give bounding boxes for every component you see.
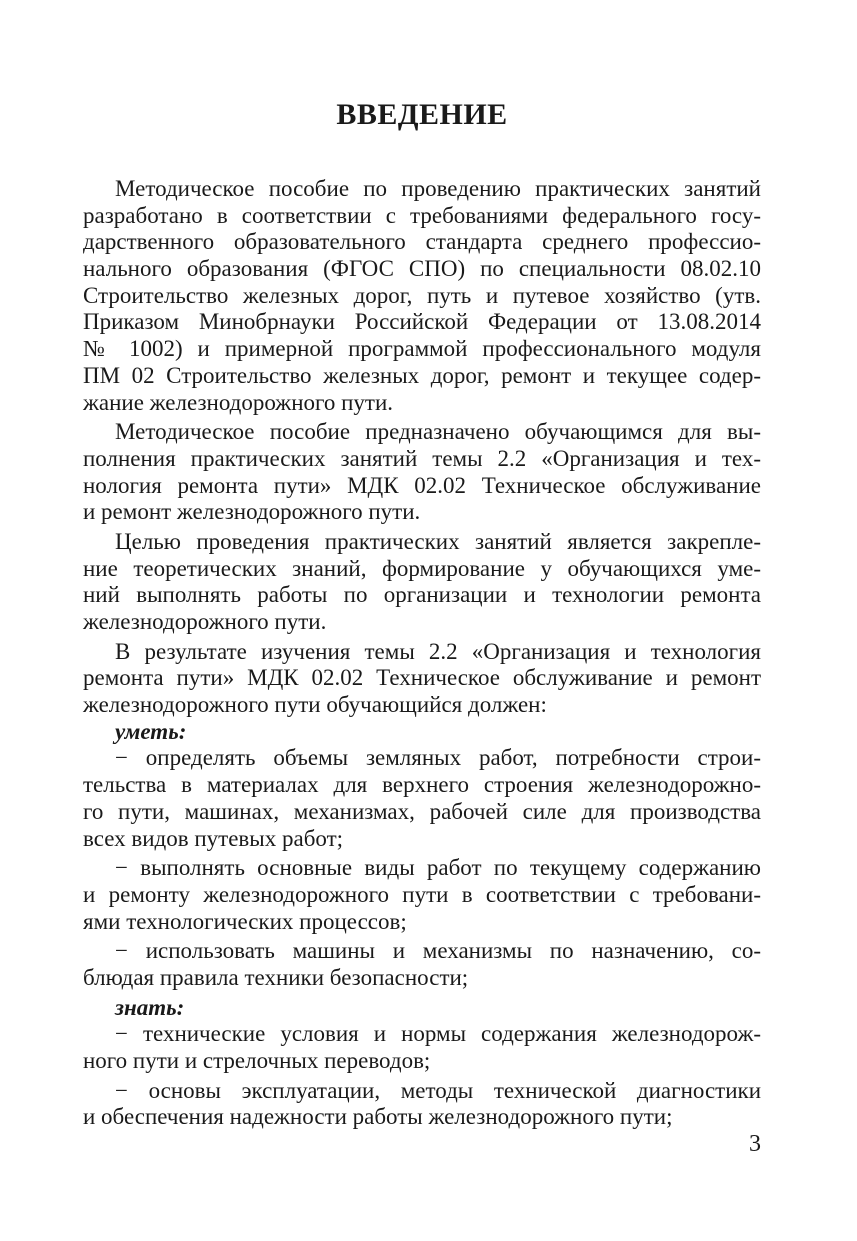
list-item-line: го пути, машинах, механизмах, рабочей силе для производства <box>83 798 761 824</box>
text-line: полнения практических занятий темы 2.2 «Организация и тех- <box>83 445 761 471</box>
text-line: дарственного образовательного стандарта среднего профессио- <box>83 229 761 255</box>
text-line: ремонта пути» МДК 02.02 Техническое обслуживание и ремонт <box>83 665 761 691</box>
text-line: ний выполнять работы по организации и технологии ремонта <box>83 582 761 608</box>
page-title: ВВЕДЕНИЕ <box>336 98 508 131</box>
list-item-line: и обеспечения надежности работы железнодорожного пути; <box>83 1104 673 1130</box>
text-line: Методическое пособие по проведению практических занятий <box>115 176 761 201</box>
list-item-line: ями технологических процессов; <box>83 908 407 934</box>
section-label-knowledge: знать: <box>115 994 185 1020</box>
list-item-line: − определять объемы земляных работ, потребности строи- <box>115 745 761 771</box>
text-line: ние теоретических знаний, формирование у обучающихся уме- <box>83 555 761 581</box>
text-line: Приказом Минобрнауки Российской Федерации от 13.08.2014 <box>83 309 761 335</box>
text-line: жание железнодорожного пути. <box>83 389 394 415</box>
text-line: и ремонт железнодорожного пути. <box>83 499 421 525</box>
text-line: Методическое пособие предназначено обучающимся для вы- <box>115 419 761 445</box>
text-line: № 1002) и примерной программой профессионального модуля <box>83 336 761 362</box>
text-line: Строительство железных дорог, путь и путевое хозяйство (утв. <box>83 282 761 308</box>
text-line: нального образования (ФГОС СПО) по специальности 08.02.10 <box>83 256 761 282</box>
text-line: железнодорожного пути обучающийся должен: <box>83 692 547 718</box>
text-line: Целью проведения практических занятий является закрепле- <box>115 528 761 554</box>
text-line: ПМ 02 Строительство железных дорог, ремонт и текущее содер- <box>83 362 761 388</box>
list-item-line: − использовать машины и механизмы по назначению, со- <box>115 938 761 964</box>
list-item-line: − основы эксплуатации, методы технической диагностики <box>115 1077 761 1103</box>
body-text <box>83 176 761 1131</box>
list-item-line: ного пути и стрелочных переводов; <box>83 1048 431 1073</box>
section-label-skills: уметь: <box>115 718 187 744</box>
list-item-line: блюдая правила техники безопасности; <box>83 964 469 990</box>
text-line: нология ремонта пути» МДК 02.02 Техническое обслуживание <box>83 472 761 498</box>
list-item-line: и ремонту железнодорожного пути в соответствии с требовани- <box>83 881 761 907</box>
page-number: 3 <box>749 1131 761 1157</box>
list-item-line: тельства в материалах для верхнего строения железнодорожно- <box>83 772 761 798</box>
text-line: разработано в соответствии с требованиями федерального госу- <box>83 202 761 228</box>
list-item-line: − выполнять основные виды работ по текущему содержанию <box>115 855 761 881</box>
list-item-line: всех видов путевых работ; <box>83 825 344 851</box>
text-line: железнодорожного пути. <box>83 609 327 634</box>
text-line: В результате изучения темы 2.2 «Организация и технология <box>115 638 761 664</box>
list-item-line: − технические условия и нормы содержания железнодорож- <box>115 1021 761 1047</box>
